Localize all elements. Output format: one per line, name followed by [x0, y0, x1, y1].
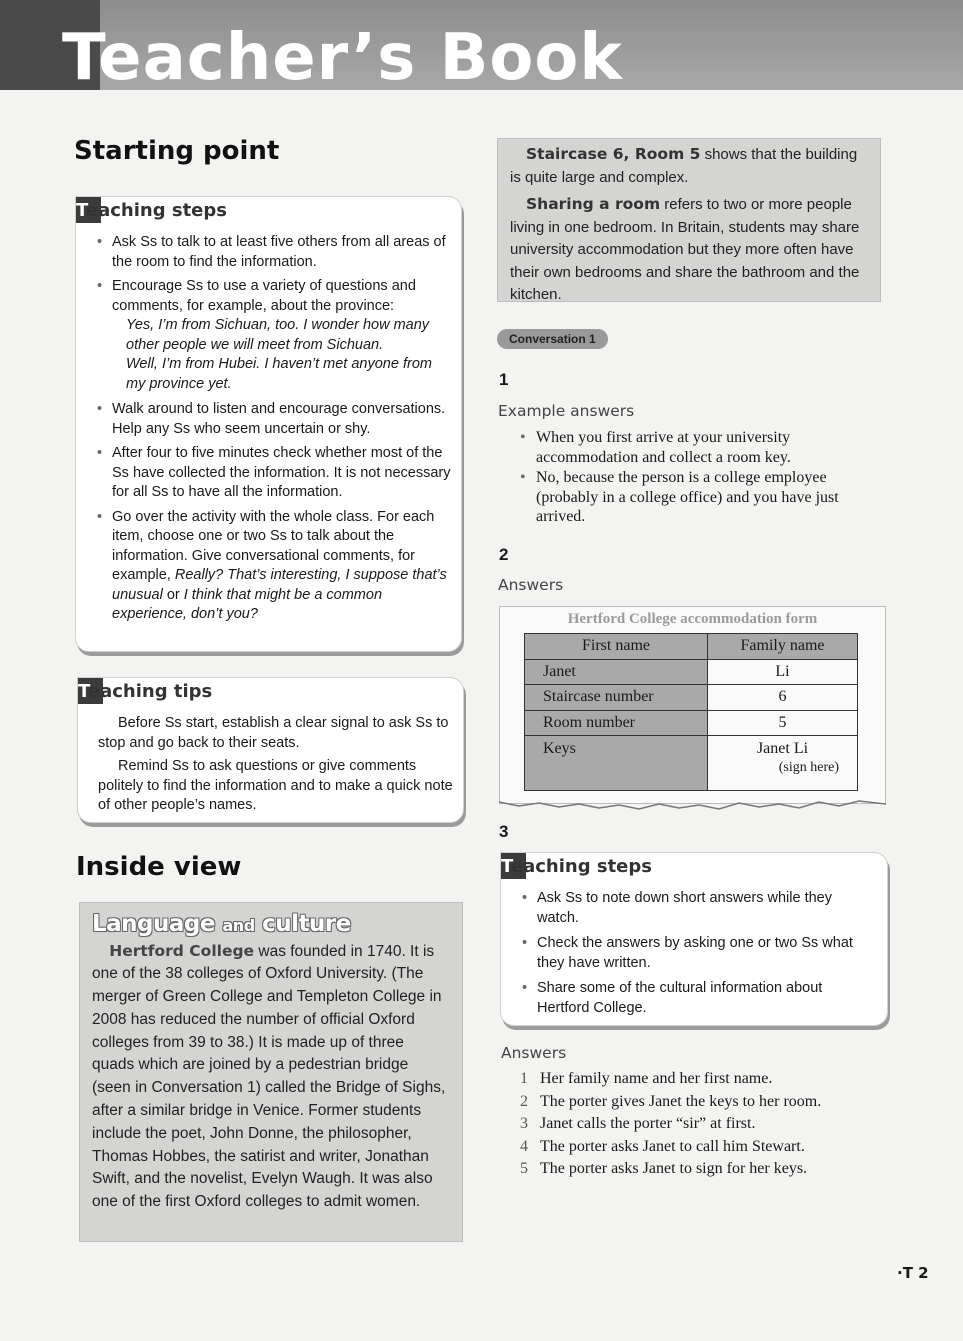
list-item: • When you first arrive at your university accommodation and collect a room key. — [516, 428, 876, 467]
teaching-steps-list — [519, 889, 874, 1023]
list-item: • Walk around to listen and encourage conversations. Help any Ss who seem uncertain or shy. — [94, 400, 454, 439]
conversation-pill: Conversation 1 — [497, 329, 608, 349]
list-item: • Ask Ss to talk to at least five others from all areas of the room to find the information. — [94, 233, 454, 272]
list-item: • Share some of the cultural information about Hertford College. — [519, 979, 874, 1018]
culture-notes-box — [497, 138, 881, 302]
list-item: 1 Her family name and her first name. — [520, 1070, 773, 1087]
inside-view-heading: Inside view — [76, 852, 242, 882]
list-item: • Check the answers by asking one or two Ss what they have written. — [519, 934, 874, 973]
list-item: • No, because the person is a college employee (probably in a college office) and you have just arrived. — [516, 468, 876, 527]
teaching-steps-label: Teaching steps — [501, 855, 652, 877]
table-row — [525, 634, 858, 660]
accommodation-form — [499, 606, 886, 804]
table-cell: Room number — [525, 710, 708, 736]
table-cell: Janet — [525, 659, 708, 685]
answers-list — [520, 1068, 880, 1181]
table-row — [525, 710, 858, 736]
example-text: Yes, I’m from Sichuan, too. I wonder how many other people we will meet from Sichuan. — [126, 317, 430, 353]
language-culture-text: Hertford College was founded in 1740. It is one of the 38 colleges of Oxford University. (The merger of Green College and Templeton College in 2008 has reduced the number of official Oxford colleges from 39 to 38.) It is made up of three quads which are joined by a pedestrian bridge (seen in Conversation 1) called the Bridge of Sighs, after a similar bridge in Venice. Former students include the poet, John Donne, the philosopher, Thomas Hobbes, the satirist and writer, Jonathan Swift, and the novelist, Evelyn Waugh. It was also one of the first Oxford colleges to admit women. — [92, 941, 446, 1211]
example-answers-list — [516, 428, 876, 528]
signature: Janet Li — [756, 740, 809, 757]
question-number: 1 — [499, 370, 509, 389]
note-staircase: Staircase 6, Room 5 shows that the building is quite large and complex. — [510, 145, 858, 186]
teaching-steps-list — [94, 233, 454, 630]
note-sharing-room: Sharing a room refers to two or more people living in one bedroom. In Britain, students may share university accommodation but they more often have their own bedrooms and share the bathroom and the kitchen. — [510, 195, 860, 303]
page-title: Teacher’s Book — [62, 21, 623, 95]
teaching-steps-box-2 — [500, 852, 888, 1026]
table-header-cell: Family name — [708, 634, 858, 660]
tip-paragraph: Remind Ss to ask questions or give comments politely to find the information and to make a quick note of other people’s names. — [98, 758, 453, 813]
list-item: • Encourage Ss to use a variety of questions and comments, for example, about the province: Yes, I’m from Sichuan, too. I wonder how many other people we will meet from Sichuan. Well, I’m from Hubei. I haven’t met anyone from my province yet. — [94, 277, 454, 394]
form-table — [524, 633, 858, 791]
sign-here-note: (sign here) — [778, 760, 839, 775]
teaching-steps-box — [75, 196, 462, 652]
table-cell: 6 — [708, 685, 858, 711]
torn-edge — [499, 798, 886, 812]
table-row — [525, 685, 858, 711]
language-culture-title: Language and culture — [92, 911, 351, 937]
question-number: 3 — [499, 822, 509, 841]
list-item: 5 The porter asks Janet to sign for her keys. — [520, 1160, 808, 1178]
table-cell — [708, 736, 858, 791]
starting-point-heading: Starting point — [74, 136, 280, 166]
teaching-steps-header — [76, 197, 227, 223]
question-number: 2 — [499, 545, 509, 564]
answers-heading: Answers — [501, 1044, 567, 1062]
list-item: • Ask Ss to note down short answers while they watch. — [519, 889, 874, 928]
table-row — [525, 736, 858, 791]
table-cell: 5 — [708, 710, 858, 736]
teaching-tips-label: Teaching tips — [78, 680, 213, 702]
table-header-cell: First name — [525, 634, 708, 660]
page-number: ·T 2 — [897, 1264, 929, 1282]
teaching-tips-header — [78, 678, 212, 704]
answers-heading: Answers — [498, 576, 564, 594]
table-cell: Staircase number — [525, 685, 708, 711]
tip-paragraph: Before Ss start, establish a clear signal to ask Ss to stop and go back to their seats. — [98, 715, 449, 751]
teaching-steps-header — [501, 853, 652, 879]
example-answers-heading: Example answers — [498, 402, 635, 420]
table-cell: Keys — [525, 736, 708, 791]
header-band — [0, 0, 963, 95]
list-item: • Go over the activity with the whole class. For each item, choose one or two Ss to talk about the information. Give conversational comments, for example, Really? That’s interesting, I suppose that’s unusual or I think that might be a common experience, don’t you? — [94, 508, 454, 625]
table-cell: Li — [708, 659, 858, 685]
table-row — [525, 659, 858, 685]
teaching-steps-label: Teaching steps — [76, 199, 227, 221]
list-item: 2 The porter gives Janet the keys to her room. — [520, 1092, 822, 1110]
language-culture-box — [79, 902, 463, 1242]
form-title: Hertford College accommodation form — [567, 611, 818, 627]
list-item: 4 The porter asks Janet to call him Stewart. — [520, 1137, 805, 1155]
list-item: • After four to five minutes check whether most of the Ss have collected the information. It is not necessary for all Ss to have all the information. — [94, 444, 454, 503]
example-text: Well, I’m from Hubei. I haven’t met anyone from my province yet. — [126, 356, 432, 392]
teaching-tips-box — [77, 677, 464, 823]
list-item: 3 Janet calls the porter “sir” at first. — [520, 1115, 756, 1133]
